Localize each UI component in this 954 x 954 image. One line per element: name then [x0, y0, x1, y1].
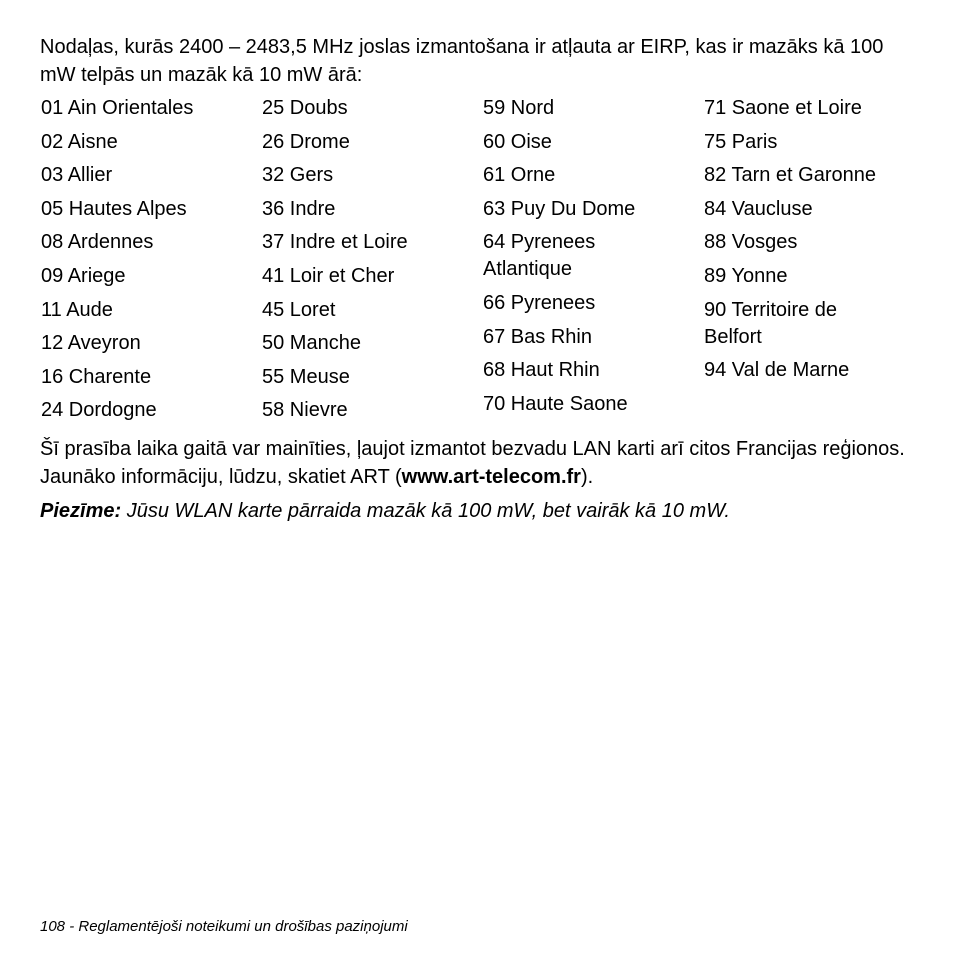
region-item: 11 Aude: [41, 298, 113, 321]
region-item: 08 Ardennes: [41, 231, 154, 254]
region-item: 16 Charente: [41, 365, 152, 388]
region-item: 68 Haut Rhin: [483, 359, 600, 382]
info-paragraph: [40, 463, 920, 491]
region-item: 84 Vaucluse: [704, 197, 813, 220]
region-item: 50 Manche: [262, 332, 361, 355]
note-paragraph: [40, 497, 920, 525]
note-label: Piezīme:: [40, 499, 122, 522]
region-item: 45 Loret: [262, 298, 336, 321]
region-item: 09 Ariege: [41, 264, 126, 287]
region-item: 59 Nord: [483, 97, 555, 119]
intro-paragraph: Nodaļas, kurās 2400 – 2483,5 MHz joslas izmantošana ir atļauta ar EIRP, kas ir mazāks kā 100 mW telpās un mazāk kā 10 mW ārā:: [40, 36, 884, 86]
region-item: 64 Pyrenees Atlantique: [483, 231, 596, 281]
regions-column-3: [483, 95, 704, 431]
region-item: 55 Meuse: [262, 365, 350, 388]
regions-column-1: [41, 95, 262, 431]
region-item: 58 Nievre: [262, 399, 348, 422]
region-item: 71 Saone et Loire: [704, 97, 862, 119]
region-item: 12 Aveyron: [41, 332, 141, 355]
region-item: 94 Val de Marne: [704, 359, 850, 382]
regions-column-2: [262, 95, 483, 431]
region-item: 61 Orne: [483, 164, 556, 187]
region-item: 88 Vosges: [704, 231, 798, 254]
note-text: Jūsu WLAN karte pārraida mazāk kā 100 mW, bet vairāk kā 10 mW.: [121, 499, 730, 522]
art-website-link[interactable]: www.art-telecom.fr: [401, 465, 581, 488]
region-item: 75 Paris: [704, 130, 778, 153]
region-item: 67 Bas Rhin: [483, 325, 592, 348]
region-item: 60 Oise: [483, 130, 552, 153]
region-item: 63 Puy Du Dome: [483, 197, 636, 220]
region-item: 41 Loir et Cher: [262, 264, 395, 287]
region-item: 36 Indre: [262, 197, 336, 220]
region-item: 01 Ain Orientales: [41, 97, 194, 119]
info-prefix: Jaunāko informāciju, lūdzu, skatiet ART (: [40, 465, 402, 488]
region-item: 90 Territoire de Belfort: [704, 298, 838, 348]
region-item: 24 Dordogne: [41, 399, 157, 422]
region-item: 37 Indre et Loire: [262, 231, 408, 254]
change-notice-paragraph: Šī prasība laika gaitā var mainīties, ļaujot izmantot bezvadu LAN karti arī citos Francijas reģionos.: [40, 437, 905, 460]
region-item: 26 Drome: [262, 130, 350, 153]
info-suffix: ).: [580, 465, 594, 488]
region-item: 03 Allier: [41, 164, 113, 187]
region-item: 70 Haute Saone: [483, 392, 628, 415]
region-item: 05 Hautes Alpes: [41, 197, 187, 220]
regions-table: [41, 95, 921, 431]
regions-column-4: [704, 95, 925, 431]
region-item: 82 Tarn et Garonne: [704, 164, 876, 187]
page-footer: 108 - Reglamentējoši noteikumi un drošības paziņojumi: [40, 918, 408, 935]
region-item: 66 Pyrenees: [483, 291, 596, 314]
region-item: 02 Aisne: [41, 130, 118, 153]
region-item: 25 Doubs: [262, 97, 348, 119]
region-item: 32 Gers: [262, 164, 334, 187]
region-item: 89 Yonne: [704, 264, 788, 287]
document-page: [40, 33, 920, 525]
